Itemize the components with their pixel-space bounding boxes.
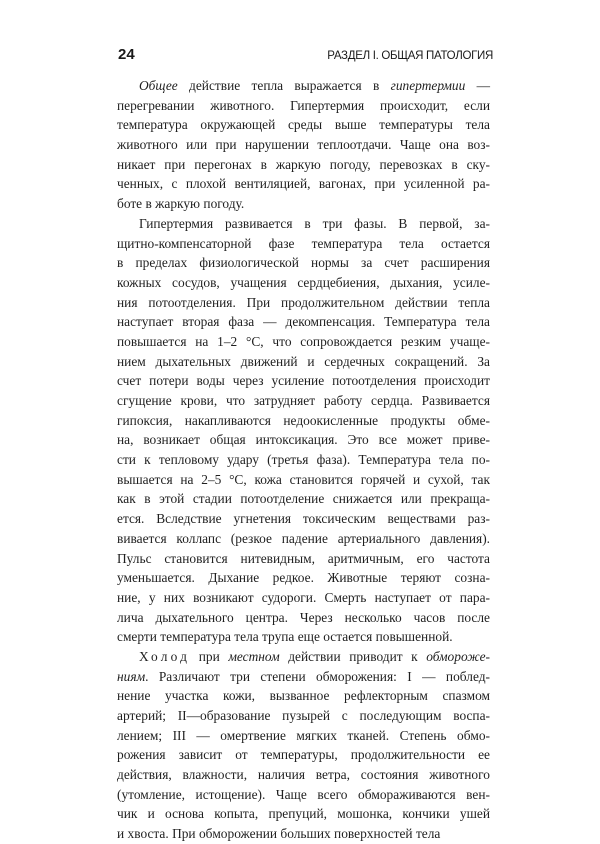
- text-line: [117, 293, 490, 313]
- text-line: [117, 115, 490, 135]
- text-run: перегревании животного. Гипертермия происходит, если: [117, 97, 490, 113]
- text-run: сгущение крови, что затрудняет работу сердца. Развивается: [117, 393, 490, 408]
- text-run: счет потери воды через усиление потоотделения происходит: [117, 373, 490, 389]
- text-run: щитно-компенсаторной фазе температура тела остается: [117, 235, 490, 251]
- text-run: вивается коллапс (резкое падение артериального давления).: [117, 530, 490, 546]
- text-line: [117, 509, 490, 529]
- italic-term: гипертермии: [390, 78, 466, 93]
- text-line: [117, 371, 490, 391]
- text-line: [117, 96, 490, 116]
- text-run: повышается на 1–2 °С, что сопровождается резким учаще-: [117, 333, 490, 349]
- text-run: ется. Вследствие угнетения токсическим веществами раз-: [117, 511, 490, 527]
- text-run: ченных, с плохой вентиляцией, вагонах, при усиленной ра-: [117, 176, 490, 192]
- text-run: при: [190, 648, 229, 664]
- text-run: сти к тепловому удару (третья фаза). Температура тела по-: [117, 452, 490, 468]
- text-line: [117, 627, 490, 647]
- text-run: чик и основа копыта, препуций, мошонка, кончики ушей: [117, 806, 490, 822]
- text-run: кожных сосудов, учащения сердцебиения, дыхания, усиле-: [117, 274, 490, 290]
- text-line: [117, 549, 490, 569]
- page-number: 24: [118, 46, 135, 63]
- text-line: [117, 726, 490, 746]
- text-line: [117, 588, 490, 608]
- text-line: [117, 470, 490, 490]
- text-line: [117, 253, 490, 273]
- italic-term: местном: [228, 648, 280, 664]
- text-run: (утомление, истощение). Чаще всего обмораживаются вен-: [117, 786, 490, 802]
- text-line: [117, 352, 490, 372]
- text-line: [117, 647, 490, 667]
- text-line: [117, 667, 490, 687]
- text-line: [117, 332, 490, 352]
- text-line: [117, 391, 490, 411]
- text-run: гипоксия, накапливаются недоокисленные продукты обме-: [117, 412, 490, 428]
- italic-term: ниям: [117, 668, 146, 684]
- text-run: животного или при нарушении теплоотдачи. Чаще она воз-: [117, 137, 490, 153]
- running-head: РАЗДЕЛ I. ОБЩАЯ ПАТОЛОГИЯ: [327, 50, 493, 62]
- paragraph: [117, 647, 490, 844]
- text-run: действии приводит к: [279, 648, 427, 664]
- text-run: нием дыхательных движений и сердечных сокращений. За: [117, 353, 490, 369]
- text-run: уменьшается. Дыхание редкое. Животные теряют созна-: [117, 570, 490, 586]
- text-run: действия, влажности, наличия ветра, состояния животного: [117, 767, 490, 783]
- text-line: [117, 194, 490, 214]
- text-run: температура окружающей среды выше температуры тела: [117, 117, 490, 133]
- text-line: [117, 135, 490, 155]
- text-run: лича дыхательного центра. Через несколько часов после: [117, 609, 490, 625]
- text-run: . Различают три степени обморожения: I — поблед-: [145, 668, 490, 684]
- text-run: рожения зависит от температуры, продолжительности ее: [117, 747, 490, 763]
- text-run: в пределах физиологической нормы за счет расширения: [117, 255, 490, 271]
- text-line: [117, 76, 490, 96]
- text-line: [117, 686, 490, 706]
- text-line: [117, 174, 490, 194]
- text-line: [117, 155, 490, 175]
- text-line: [117, 745, 490, 765]
- text-run: боте в жаркую погоду.: [117, 196, 245, 212]
- page-header: [110, 45, 493, 67]
- paragraph: [117, 76, 490, 214]
- text-run: лением; III — омертвение мягких тканей. Степень обмо-: [117, 727, 490, 743]
- spaced-term: Холод: [139, 648, 191, 664]
- text-run: и хвоста. При обморожении больших поверхностей тела: [117, 826, 441, 842]
- text-run: нение участка кожи, вызванное рефлекторным спазмом: [117, 688, 490, 704]
- text-run: смерти температура тела трупа еще остается повышенной.: [117, 629, 453, 645]
- text-line: [117, 450, 490, 470]
- text-line: [117, 411, 490, 431]
- text-line: [117, 489, 490, 509]
- text-line: [117, 312, 490, 332]
- text-run: наступает вторая фаза — декомпенсация. Температура тела: [117, 314, 490, 330]
- text-line: [117, 765, 490, 785]
- text-run: —: [465, 78, 490, 93]
- text-line: [117, 529, 490, 549]
- text-line: [117, 706, 490, 726]
- text-run: на, возникает общая интоксикация. Это все может приве-: [117, 432, 490, 448]
- text-run: Пульс становится нитевидным, аритмичным, его частота: [117, 550, 490, 566]
- text-run: действие тепла выражается в: [177, 78, 391, 93]
- text-run: как в этой стадии потоотделение снижается или прекраща-: [117, 491, 490, 507]
- text-line: [117, 273, 490, 293]
- italic-term: обмороже-: [426, 648, 490, 664]
- text-line: [117, 430, 490, 450]
- text-line: [117, 608, 490, 628]
- text-line: [117, 568, 490, 588]
- text-line: [117, 234, 490, 254]
- italic-term: Общее: [139, 78, 178, 93]
- paragraph: [117, 214, 490, 647]
- text-line: [117, 824, 490, 844]
- text-run: ние, у них возникают судороги. Смерть наступает от пара-: [117, 589, 490, 605]
- body-text: [117, 76, 490, 844]
- text-line: [117, 214, 490, 234]
- text-run: вышается на 2–5 °С, кожа становится горячей и сухой, так: [117, 471, 490, 487]
- text-line: [117, 785, 490, 805]
- text-run: ния потоотделения. При продолжительном действии тепла: [117, 294, 490, 310]
- text-line: [117, 804, 490, 824]
- text-run: Гипертермия развивается в три фазы. В первой, за-: [139, 215, 490, 231]
- text-run: артерий; II—образование пузырей с последующим воспа-: [117, 708, 490, 723]
- text-run: никает при перегонах в жаркую погоду, перевозках в ску-: [117, 156, 490, 172]
